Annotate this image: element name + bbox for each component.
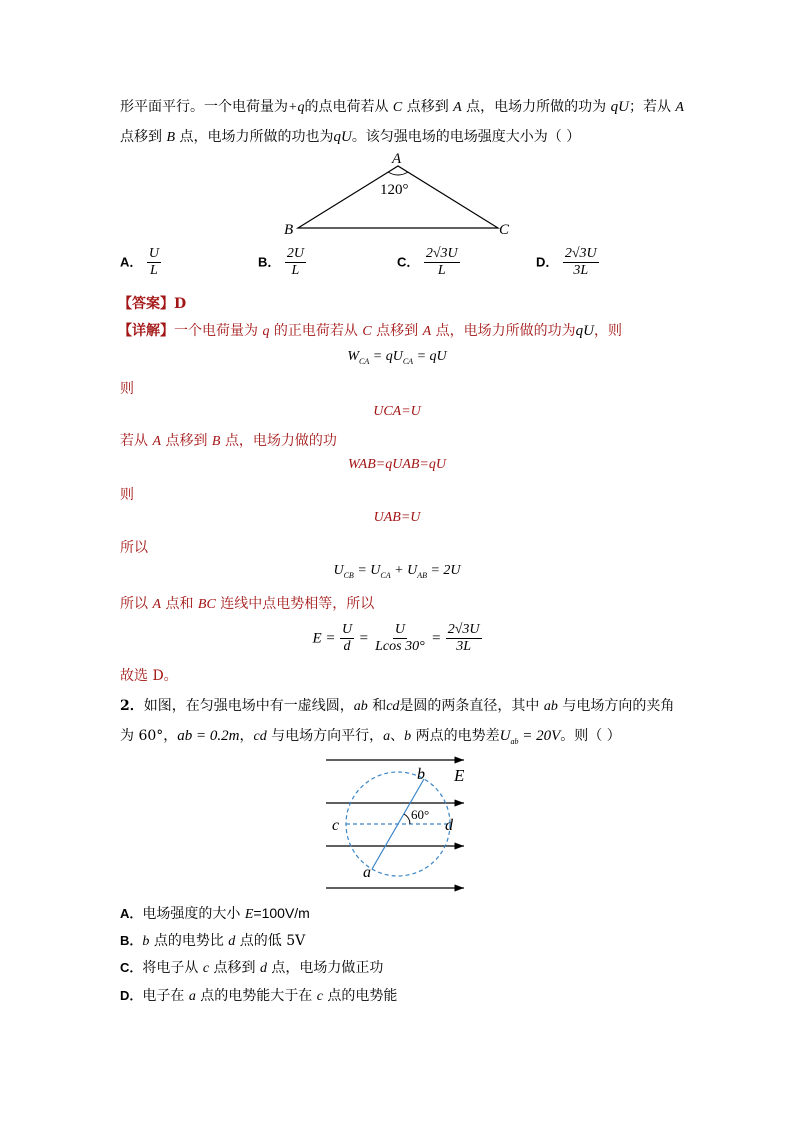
option-label: A． (120, 254, 143, 270)
eq-fraction (373, 622, 427, 655)
var: c (316, 989, 323, 1004)
denominator: 3L (573, 263, 589, 278)
text: 与电场方向的夹角 (562, 698, 675, 714)
text: 点移到 (165, 433, 208, 449)
denominator: L (437, 263, 446, 278)
var: ab (353, 699, 368, 714)
text: 点，电场力做正功 (266, 960, 384, 976)
text: 。该匀强电场的电场强度大小为（ ） (351, 129, 581, 145)
var: B (211, 434, 221, 449)
vertex-c-label: C (499, 222, 510, 238)
var: BC (197, 597, 216, 612)
q1-stem-line2 (120, 126, 580, 146)
q2-stem-line1 (120, 695, 674, 715)
var: B (166, 130, 176, 145)
q1-eq3: WAB=qUAB=qU (347, 457, 446, 472)
angle-label: 120° (380, 182, 409, 198)
eq-text: = qU (369, 349, 403, 364)
text: 和 (372, 698, 387, 714)
text: 为 60°， (120, 728, 178, 744)
q2-option-a[interactable] (120, 903, 310, 923)
q1-stem-line1 (120, 96, 684, 116)
text: 如图，在匀强电场中有一虚线圆， (143, 698, 354, 714)
angle-label: 60° (411, 807, 430, 822)
eq-fraction (340, 622, 354, 655)
var: b (142, 934, 150, 949)
var: A (675, 100, 684, 115)
option-label: A． (120, 906, 143, 921)
eq-text: = 2U (426, 563, 461, 578)
option-label: C． (397, 254, 420, 270)
eq-text: = qU (413, 349, 447, 364)
q1-eq1 (0, 349, 794, 366)
eq-sub: CB (343, 570, 354, 580)
var: d (259, 961, 267, 976)
var: d (228, 934, 236, 949)
var: a (383, 729, 391, 744)
text: 点，电场力所做的功为 (435, 323, 576, 339)
text: 点，电场力所做的功也为 (179, 129, 334, 145)
q1-conclusion: 故选 D。 (120, 668, 178, 684)
var: A (152, 597, 162, 612)
q2-option-b[interactable] (120, 930, 305, 950)
var: b (404, 729, 412, 744)
text: 两点的电势差 (415, 728, 500, 744)
option-label: B． (258, 254, 281, 270)
var: ab = 0.2m (177, 728, 240, 744)
q1-option-a[interactable] (120, 246, 161, 279)
var: E (244, 907, 254, 922)
option-label: D． (536, 254, 559, 270)
text: 形平面平行。一个电荷量为 (120, 99, 288, 115)
text: 电场强度的大小 (142, 906, 245, 922)
text: ， (239, 728, 254, 744)
eq-text: U (407, 563, 418, 578)
text: 所以 (120, 596, 148, 612)
q1-detail-line1 (118, 320, 622, 340)
eq-sub: CA (380, 570, 391, 580)
text: 电子在 (142, 988, 189, 1004)
text: 若从 (120, 433, 148, 449)
numerator: U (394, 622, 405, 637)
text: =100V/m (253, 905, 310, 921)
eq-text: U (333, 563, 344, 578)
q1-eq6: E = $\frac{U}{d}$ = $\frac{U}{Lcos 30^\circ}$ = $\frac{2√3U}{3L}$ (312, 622, 480, 654)
option-label: D． (120, 988, 143, 1003)
q1-option-c[interactable] (397, 246, 460, 279)
eq-text: W (347, 349, 360, 364)
q1-triangle-figure (270, 148, 530, 240)
option-fraction (147, 246, 161, 279)
point-b-label: b (417, 766, 425, 783)
denominator: L (150, 263, 158, 278)
var: +q (288, 100, 305, 115)
text: 点的电势比 (149, 933, 229, 949)
angle-arc (404, 814, 410, 824)
field-e-label: E (454, 766, 465, 785)
var: cd (386, 699, 400, 714)
numerator: 2√3U (447, 622, 480, 637)
q1-suoyi2 (120, 593, 374, 613)
text: 点的电势能大于在 (195, 988, 317, 1004)
vertex-b-label: B (284, 222, 294, 238)
q1-option-d[interactable] (536, 246, 599, 279)
text: 的点电荷若从 (304, 99, 389, 115)
denominator: Lcos 30° (375, 639, 425, 654)
text: 点的电势能 (322, 988, 398, 1004)
text: 点移到 (209, 960, 260, 976)
vertex-a-label: A (392, 151, 402, 167)
var: A (152, 434, 162, 449)
text: 点，电场力做的功 (224, 433, 337, 449)
detail-tag: 【详解】 (118, 323, 174, 339)
point-d-label: d (445, 817, 453, 834)
text: 连线中点电势相等，所以 (220, 596, 375, 612)
q2-option-d[interactable] (120, 985, 397, 1005)
q1-suoyi1: 所以 (120, 540, 148, 556)
var: cd (253, 729, 267, 744)
var: = 20V (518, 728, 561, 744)
text: 。则（ ） (560, 728, 621, 744)
q1-option-b[interactable] (258, 246, 306, 279)
text: 与电场方向平行， (271, 728, 384, 744)
var: ab (543, 699, 558, 714)
text: 点移到 (376, 323, 419, 339)
var: qU (333, 129, 352, 145)
text: 的正电荷若从 (273, 323, 358, 339)
option-fraction (563, 246, 599, 279)
eq-sub: CA (359, 356, 370, 366)
text: 点移到 (406, 99, 449, 115)
var: c (202, 961, 210, 976)
var: C (362, 324, 372, 339)
answer-tag: 【答案】 (118, 296, 174, 312)
numerator: U (148, 246, 159, 261)
var: a (188, 989, 196, 1004)
text: 将电子从 (142, 960, 203, 976)
q1-ze1: 则 (120, 381, 134, 397)
option-fraction (285, 246, 306, 279)
q1-answer (118, 293, 186, 313)
text: 点移到 (120, 129, 162, 145)
text: 点的低 5V (235, 933, 306, 949)
q1-eq5: $U_{CB} = U_{CA} + U_{AB} = 2U$ (333, 563, 461, 580)
text: ；若从 (628, 99, 671, 115)
text: ，则 (593, 323, 622, 339)
q2-stem-line2 (120, 725, 621, 746)
denominator: L (291, 263, 300, 278)
var: A (422, 324, 432, 339)
q2-option-c[interactable] (120, 957, 383, 977)
numerator: 2√3U (425, 246, 458, 261)
eq-fraction (446, 622, 482, 655)
denominator: 3L (456, 639, 472, 654)
text: 一个电荷量为 (174, 323, 258, 339)
q1-ruo-line (120, 430, 337, 450)
text: 、 (390, 728, 405, 744)
q1-eq4: UAB=U (373, 510, 421, 525)
eq-sub: AB (417, 570, 427, 580)
var-sub: ab (510, 736, 519, 746)
eq-text: E = (312, 630, 336, 647)
text: 点，电场力所做的功为 (466, 99, 607, 115)
var: C (392, 100, 403, 115)
var: U (499, 728, 511, 744)
point-a-label: a (363, 864, 371, 881)
eq-text: U (370, 563, 381, 578)
answer-value: D (174, 296, 187, 312)
var: qU (610, 99, 629, 115)
text: 点和 (165, 596, 194, 612)
var: qU (575, 323, 594, 339)
text: 是圆的两条直径，其中 (399, 698, 540, 714)
point-c-label: c (332, 817, 340, 834)
var: q (262, 324, 270, 339)
numerator: 2√3U (564, 246, 597, 261)
numerator: U (341, 622, 353, 637)
option-label: B． (120, 933, 143, 948)
q1-eq2: UCA=U (373, 404, 421, 419)
q1-ze2: 则 (120, 487, 134, 503)
option-label: C． (120, 960, 143, 975)
q2-field-figure (318, 752, 478, 894)
question-number: 2． (120, 698, 144, 714)
option-fraction (424, 246, 460, 279)
denominator: d (343, 639, 351, 654)
eq-sub: CA (402, 356, 414, 366)
var: A (453, 100, 462, 115)
angle-arc (388, 172, 408, 175)
numerator: 2U (286, 246, 304, 261)
